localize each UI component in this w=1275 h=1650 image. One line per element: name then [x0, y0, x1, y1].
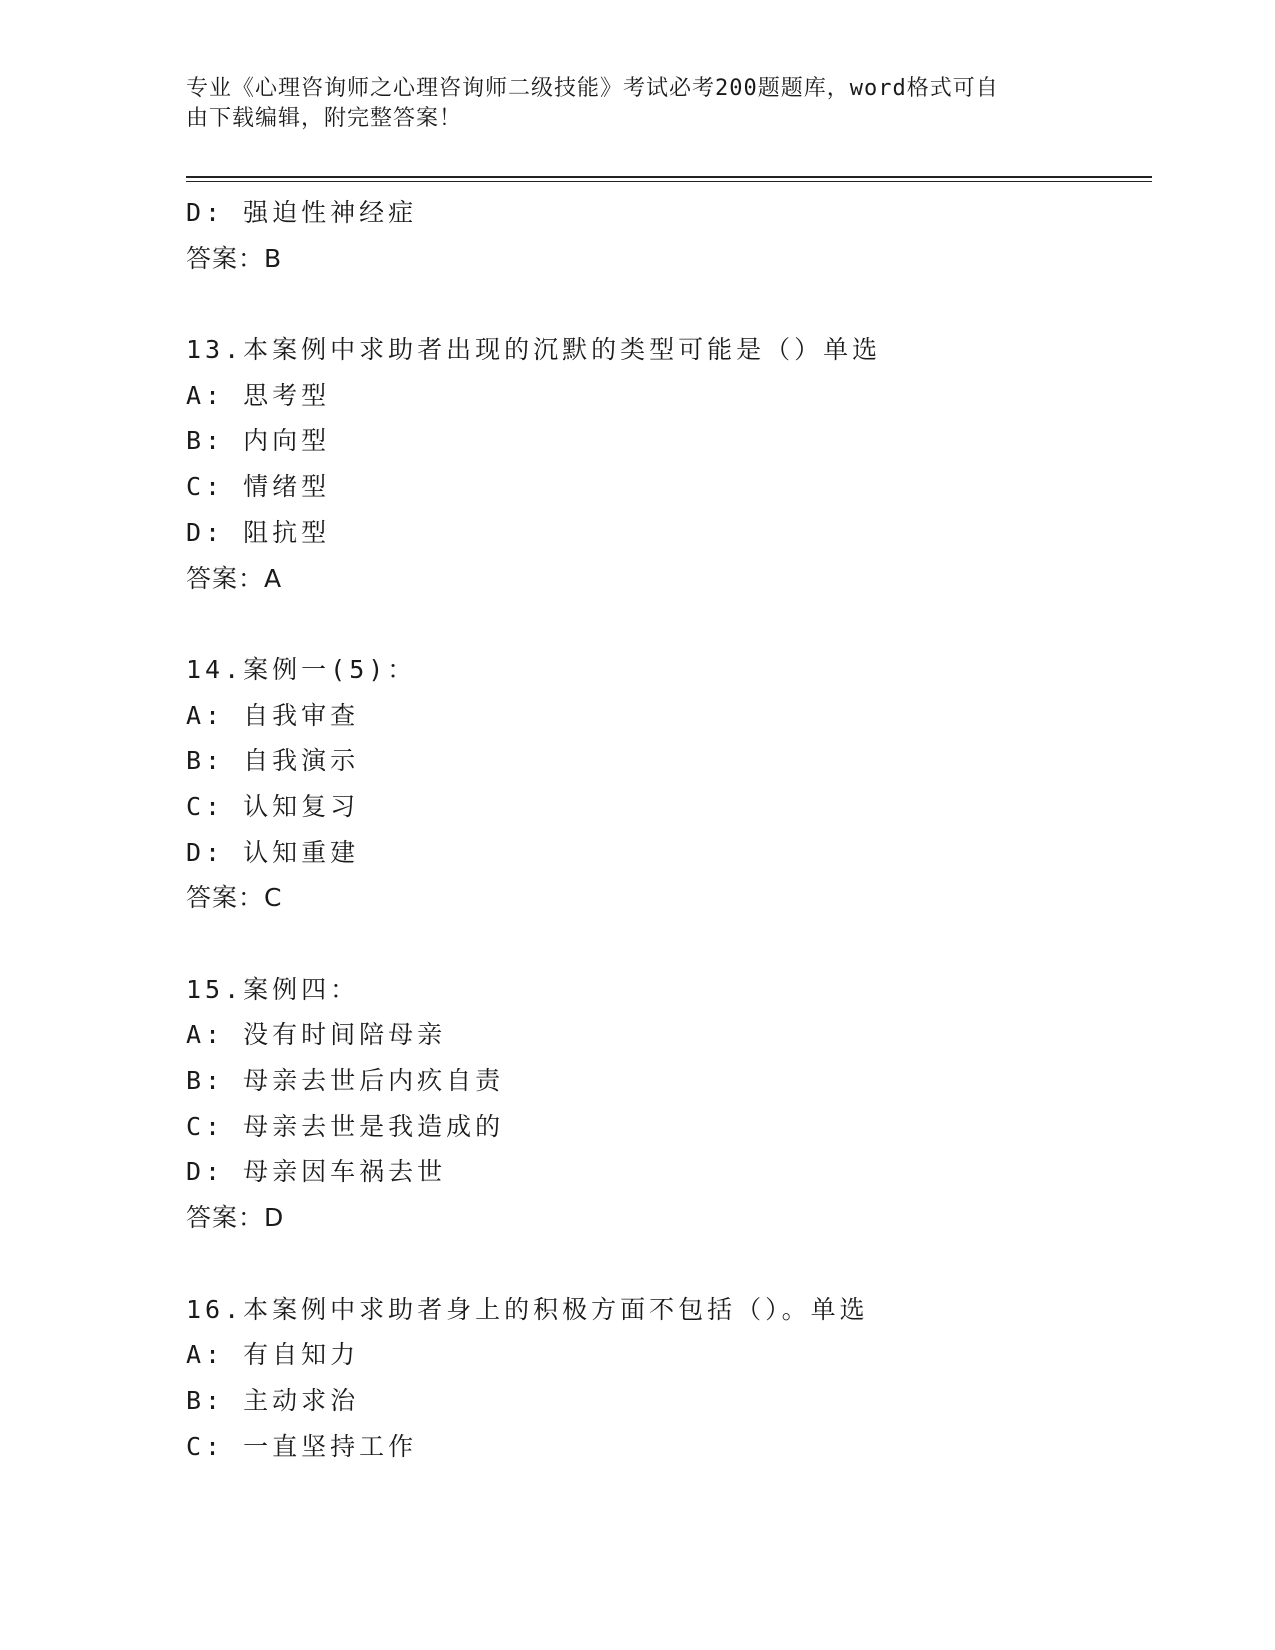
option-d: D: 阻抗型 — [186, 517, 331, 547]
option-c: C: 情绪型 — [186, 472, 331, 502]
spacer — [186, 921, 1146, 967]
question-list — [186, 190, 1146, 1469]
header-divider-thin — [186, 181, 1152, 182]
option-c: C: 认知复习 — [186, 791, 360, 821]
option-d: D: 母亲因车祸去世 — [186, 1157, 447, 1187]
header-divider-thick — [186, 176, 1152, 178]
option-c: C: 一直坚持工作 — [186, 1431, 418, 1461]
document-header — [186, 74, 1076, 134]
question-stem: 13.本案例中求助者出现的沉默的类型可能是（）单选 — [186, 335, 882, 365]
spacer — [186, 281, 1146, 327]
spacer — [186, 1241, 1146, 1287]
option-d: D: 强迫性神经症 — [186, 198, 418, 227]
answer-line: 答案：B — [186, 243, 283, 273]
option-c: C: 母亲去世是我造成的 — [186, 1111, 505, 1141]
answer-line: 答案：C — [186, 883, 283, 913]
header-line-2: 由下载编辑，附完整答案！ — [186, 106, 463, 131]
answer-line: 答案：A — [186, 563, 283, 593]
option-b: B: 自我演示 — [186, 746, 360, 776]
option-d: D: 认知重建 — [186, 837, 360, 867]
answer-line: 答案：D — [186, 1203, 285, 1233]
option-a: A: 有自知力 — [186, 1340, 360, 1370]
option-a: A: 没有时间陪母亲 — [186, 1020, 447, 1050]
option-a: A: 思考型 — [186, 380, 331, 410]
option-b: B: 母亲去世后内疚自责 — [186, 1066, 505, 1096]
question-stem: 15.案例四： — [186, 974, 360, 1004]
question-stem: 16.本案例中求助者身上的积极方面不包括（）。单选 — [186, 1294, 869, 1324]
spacer — [186, 601, 1146, 647]
option-b: B: 主动求治 — [186, 1385, 360, 1415]
question-stem: 14.案例一(5)： — [186, 654, 417, 684]
option-a: A: 自我审查 — [186, 700, 360, 730]
header-line-1: 专业《心理咨询师之心理咨询师二级技能》考试必考200题题库，word格式可自 — [186, 76, 999, 101]
option-b: B: 内向型 — [186, 426, 331, 456]
